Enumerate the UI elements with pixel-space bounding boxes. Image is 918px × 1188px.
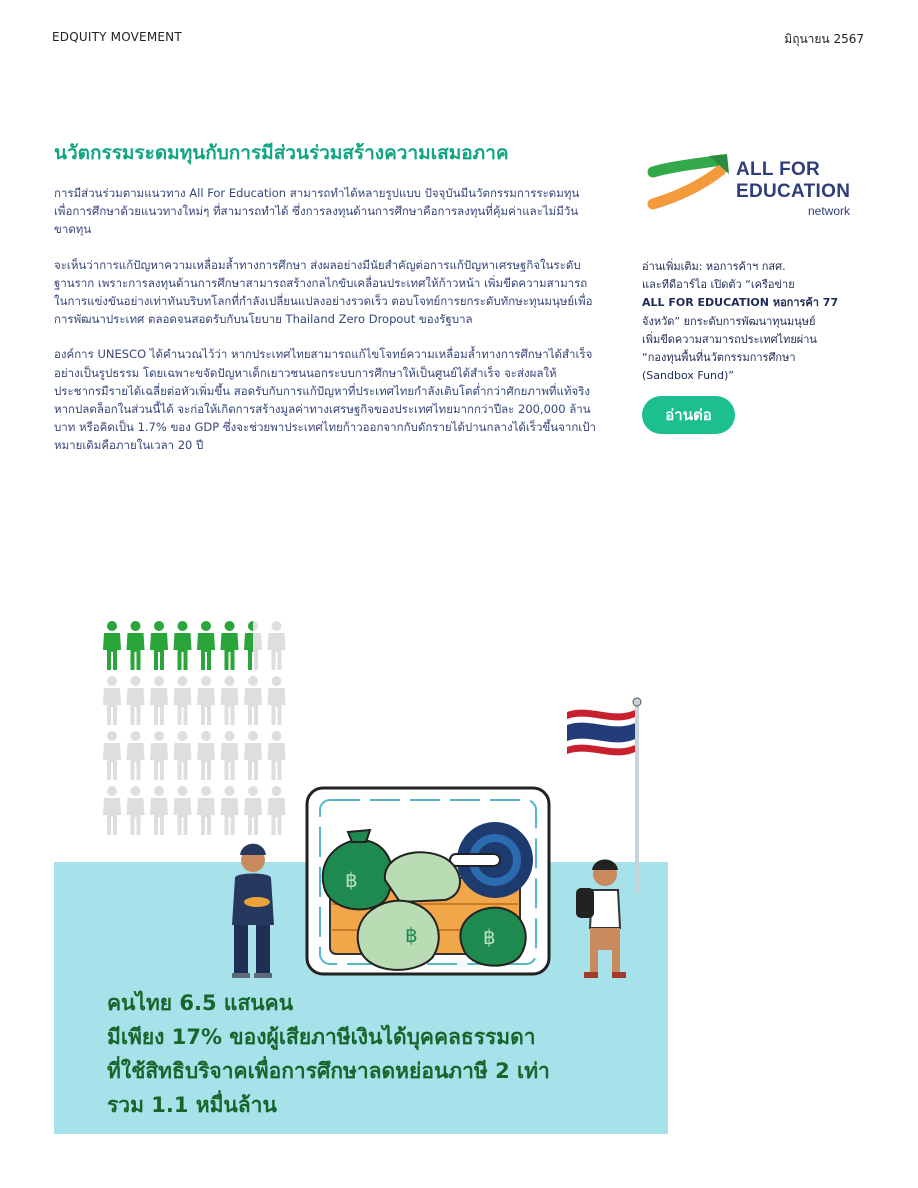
person-icon	[197, 731, 215, 780]
blurb-line: อ่านเพิ่มเติม: หอการค้าฯ กสศ.	[642, 260, 786, 273]
headline-line: รวม 1.1 หมื่นล้าน	[107, 1093, 277, 1117]
person-icon	[127, 731, 145, 780]
person-icon	[197, 786, 215, 835]
logo-mark-icon	[643, 150, 735, 216]
donation-box-icon	[307, 788, 549, 974]
article-title: นวัตกรรมระดมทุนกับการมีส่วนร่วมสร้างความเสมอภาค	[54, 142, 509, 164]
person-icon	[103, 621, 121, 670]
read-more-button[interactable]: อ่านต่อ	[642, 396, 735, 434]
svg-text:฿: ฿	[483, 925, 496, 949]
read-more-blurb	[642, 258, 852, 385]
blurb-line: เพิ่มขีดความสามารถประเทศไทยผ่าน	[642, 332, 817, 346]
person-icon	[174, 621, 192, 670]
person-icon	[174, 676, 192, 725]
person-icon	[150, 786, 168, 835]
infographic-headline	[107, 986, 667, 1122]
person-icon	[150, 731, 168, 780]
article-paragraph: องค์การ UNESCO ได้คำนวณไว้ว่า หากประเทศไทยสามารถแก้ไขโจทย์ความเหลื่อมล้ำทางการศึกษาได้สำเร็จอย่างเป็นรูปธรรม โดยเฉพาะขจัดปัญหาเด็กเยาวชนนอกระบบการศึกษาให้เป็นศูนย์ได้สำเร็จ จะส่งผลให้ประชากรมีรายได้เฉลี่ยต่อหัวเพิ่มขึ้น สอดรับกับการแก้ปัญหาที่ประเทศไทยกำลังเติบโตต่ำกว่าศักยภาพที่แท้จริง หากปลดล็อกในส่วนนี้ได้ จะก่อให้เกิดการสร้างมูลค่าทางเศรษฐกิจของประเทศไทยมากกว่าปีละ 200,000 ล้านบาท หรือคิดเป็น 1.7% ของ GDP ซึ่งจะช่วยพาประเทศไทยก้าวออกจากกับดักรายได้ปานกลางได้เร็วขึ้นจากเป้าหมายเดิมคือภายในเวลา 20 ปี	[54, 347, 596, 453]
article-paragraph: การมีส่วนร่วมตามแนวทาง All For Education สามารถทำได้หลายรูปแบบ ปัจจุบันมีนวัตกรรมการระดมทุนเพื่อการศึกษาด้วยแนวทางใหม่ๆ ที่สามารถทำได้ ซึ่งการลงทุนด้านการศึกษาคือการลงทุนที่คุ้มค่าและไม่มีวันขาดทุน	[54, 186, 580, 237]
svg-text:฿: ฿	[405, 923, 418, 947]
article-paragraph: จะเห็นว่าการแก้ปัญหาความเหลื่อมล้ำทางการศึกษา ส่งผลอย่างมีนัยสำคัญต่อการแก้ปัญหาเศรษฐกิจในระดับฐานราก เพราะการลงทุนด้านการศึกษาสามารถสร้างกลไกขับเคลื่อนประเทศให้ก้าวหน้า เพิ่มขีดความสามารถในการแข่งขันอย่างเท่าทันบริบทโลกที่กำลังเปลี่ยนแปลงอย่างรวดเร็ว ตอบโจทย์การยกระดับทักษะทุนมนุษย์เพื่อการพัฒนาประเทศ ตลอดจนสอดรับกับนโยบาย Thailand Zero Dropout ของรัฐบาล	[54, 257, 593, 327]
person-icon	[174, 731, 192, 780]
header-brand: EDQUITY MOVEMENT	[52, 30, 182, 44]
person-icon	[127, 676, 145, 725]
blurb-line: ALL FOR EDUCATION หอการค้า 77	[642, 296, 839, 310]
child-figure-icon	[576, 860, 626, 979]
blurb-line: และทีดีอาร์ไอ เปิดตัว “เครือข่าย	[642, 278, 795, 292]
donation-scene-illustration	[220, 690, 680, 990]
person-icon	[174, 786, 192, 835]
person-icon	[268, 621, 286, 670]
person-icon	[103, 676, 121, 725]
blurb-line: (Sandbox Fund)”	[642, 369, 734, 383]
blurb-line: จังหวัด” ยกระดับการพัฒนาทุนมนุษย์	[642, 314, 816, 328]
headline-line: มีเพียง 17% ของผู้เสียภาษีเงินได้บุคคลธรรมดา	[107, 1025, 536, 1049]
blurb-line: “กองทุนพื้นที่นวัตกรรมการศึกษา	[642, 351, 796, 365]
person-icon	[221, 621, 239, 670]
student-figure-icon	[232, 844, 274, 978]
person-icon	[150, 676, 168, 725]
header-date: มิถุนายน 2567	[784, 32, 864, 46]
person-icon	[197, 621, 215, 670]
person-icon	[103, 731, 121, 780]
person-icon	[127, 621, 145, 670]
person-icon	[127, 786, 145, 835]
person-icon	[197, 676, 215, 725]
logo-line-1: ALL FOR	[736, 159, 821, 180]
headline-line: ที่ใช้สิทธิบริจาคเพื่อการศึกษาลดหย่อนภาษี 2 เท่า	[107, 1059, 550, 1083]
logo-line-3: network	[808, 204, 851, 218]
all-for-education-logo	[643, 150, 873, 220]
person-icon	[150, 621, 168, 670]
person-icon	[103, 786, 121, 835]
headline-line: คนไทย 6.5 แสนคน	[107, 991, 294, 1015]
logo-line-2: EDUCATION	[736, 181, 851, 202]
svg-text:฿: ฿	[345, 868, 358, 892]
article-body	[54, 184, 596, 472]
person-icon	[244, 621, 262, 670]
